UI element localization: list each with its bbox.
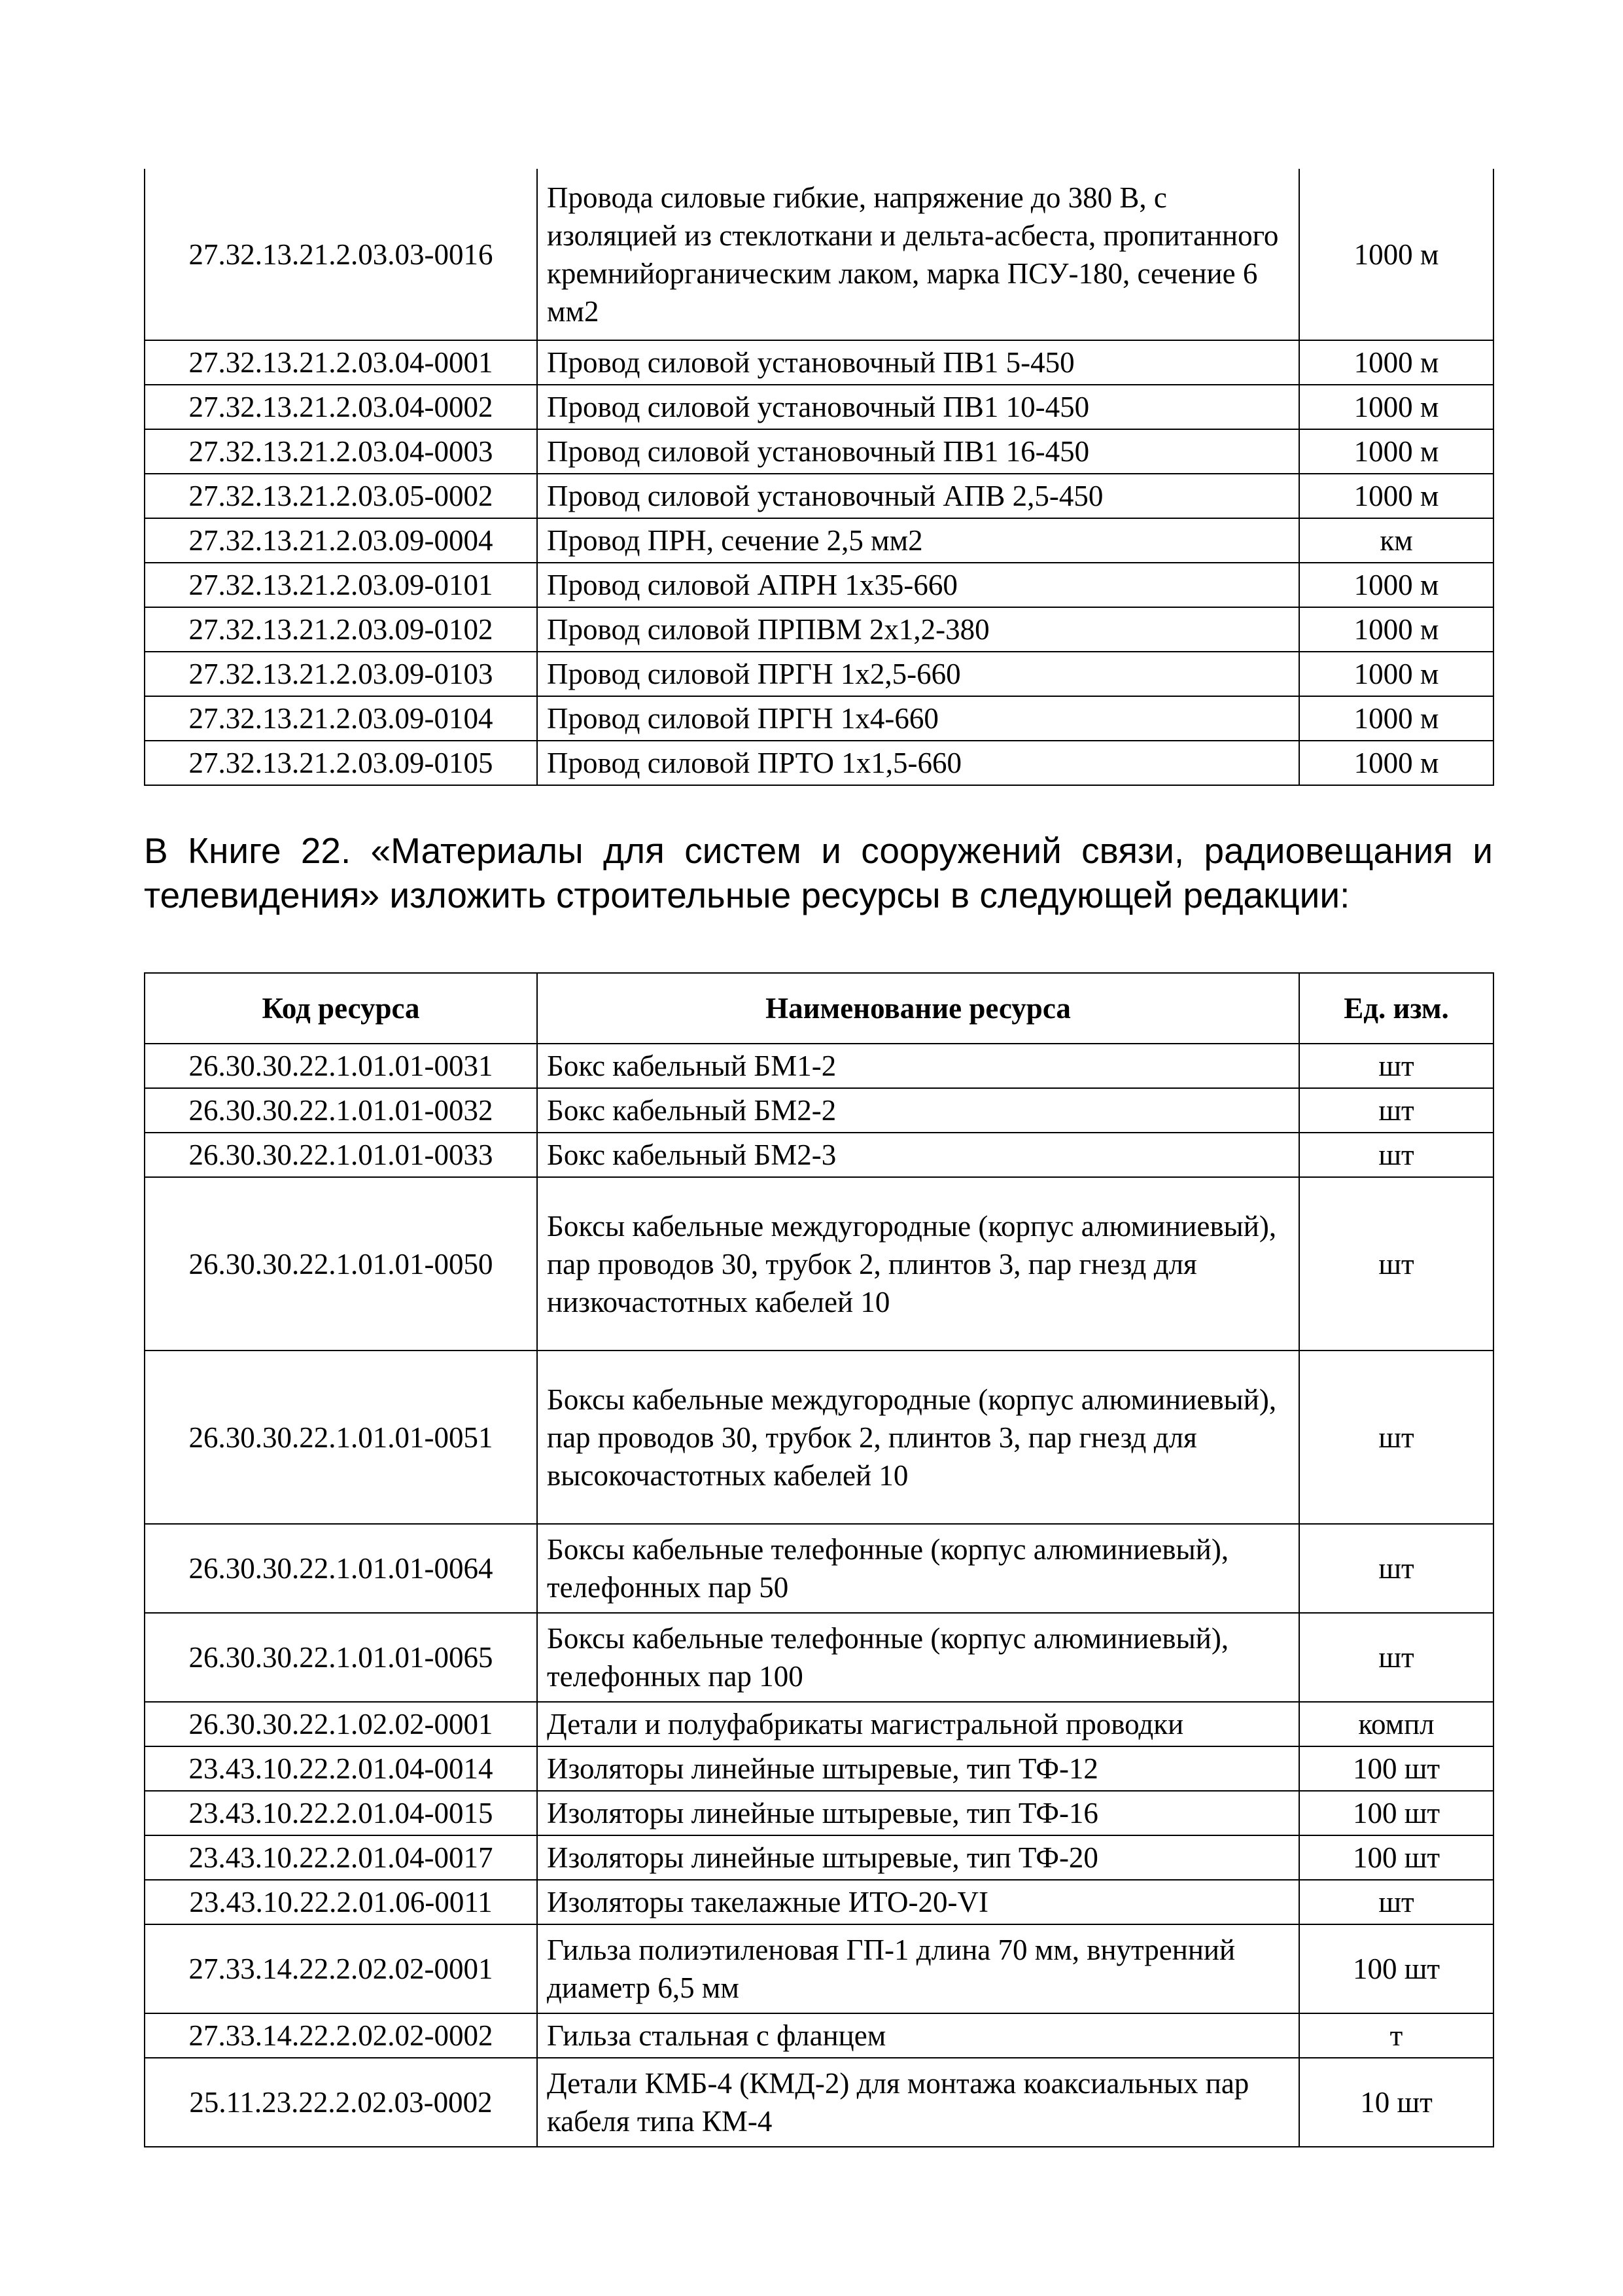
- resource-unit: 100 шт: [1299, 1746, 1493, 1791]
- resource-name: Детали КМБ-4 (КМД-2) для монтажа коаксиальных пар кабеля типа КМ-4: [537, 2058, 1299, 2147]
- resource-code: 26.30.30.22.1.01.01-0051: [145, 1351, 537, 1524]
- resource-name: Провод силовой установочный АПВ 2,5-450: [537, 474, 1299, 518]
- resource-name: Провод ПРН, сечение 2,5 мм2: [537, 518, 1299, 563]
- resource-unit: км: [1299, 518, 1493, 563]
- resource-unit: 1000 м: [1299, 741, 1493, 785]
- resource-unit: 1000 м: [1299, 385, 1493, 429]
- resource-unit: 100 шт: [1299, 1791, 1493, 1835]
- resource-name: Боксы кабельные телефонные (корпус алюминиевый), телефонных пар 100: [537, 1613, 1299, 1702]
- resource-unit: шт: [1299, 1613, 1493, 1702]
- resource-code: 27.33.14.22.2.02.02-0002: [145, 2013, 537, 2058]
- resource-name: Гильза стальная с фланцем: [537, 2013, 1299, 2058]
- table-row: [145, 1044, 1493, 1088]
- resource-name: Изоляторы такелажные ИТО-20-VI: [537, 1880, 1299, 1924]
- resource-unit: 10 шт: [1299, 2058, 1493, 2147]
- resource-code: 23.43.10.22.2.01.04-0017: [145, 1835, 537, 1880]
- resource-unit: шт: [1299, 1133, 1493, 1177]
- table-row: [145, 1791, 1493, 1835]
- resource-name: Изоляторы линейные штыревые, тип ТФ-16: [537, 1791, 1299, 1835]
- resource-unit: компл: [1299, 1702, 1493, 1746]
- resource-name: Провод силовой ПРГН 1х4-660: [537, 696, 1299, 741]
- resource-name: Провод силовой установочный ПВ1 10-450: [537, 385, 1299, 429]
- resource-unit: т: [1299, 2013, 1493, 2058]
- table-row: [145, 607, 1493, 652]
- resource-name: Гильза полиэтиленовая ГП-1 длина 70 мм, внутренний диаметр 6,5 мм: [537, 1924, 1299, 2013]
- table-row: [145, 1924, 1493, 2013]
- header-code: Код ресурса: [145, 973, 537, 1044]
- resource-code: 27.32.13.21.2.03.04-0002: [145, 385, 537, 429]
- header-unit: Ед. изм.: [1299, 973, 1493, 1044]
- table-row: [145, 1133, 1493, 1177]
- resource-unit: 1000 м: [1299, 169, 1493, 340]
- table-row: [145, 652, 1493, 696]
- table-row: [145, 741, 1493, 785]
- resource-name: Бокс кабельный БМ1-2: [537, 1044, 1299, 1088]
- resource-name: Бокс кабельный БМ2-3: [537, 1133, 1299, 1177]
- resource-code: 23.43.10.22.2.01.06-0011: [145, 1880, 537, 1924]
- resource-unit: шт: [1299, 1524, 1493, 1613]
- resource-code: 27.32.13.21.2.03.09-0101: [145, 563, 537, 607]
- resource-unit: шт: [1299, 1088, 1493, 1133]
- resource-unit: 1000 м: [1299, 340, 1493, 385]
- resource-code: 27.32.13.21.2.03.05-0002: [145, 474, 537, 518]
- table-row: [145, 1613, 1493, 1702]
- resource-code: 26.30.30.22.1.01.01-0032: [145, 1088, 537, 1133]
- resource-unit: шт: [1299, 1880, 1493, 1924]
- resource-code: 25.11.23.22.2.02.03-0002: [145, 2058, 537, 2147]
- resource-code: 27.32.13.21.2.03.09-0102: [145, 607, 537, 652]
- resource-name: Провод силовой АПРН 1х35-660: [537, 563, 1299, 607]
- resource-unit: 1000 м: [1299, 652, 1493, 696]
- resource-code: 27.32.13.21.2.03.04-0003: [145, 429, 537, 474]
- resources-table-book-22: [144, 972, 1494, 2147]
- table-row: [145, 563, 1493, 607]
- resource-code: 27.33.14.22.2.02.02-0001: [145, 1924, 537, 2013]
- table-row: [145, 1702, 1493, 1746]
- resource-unit: 1000 м: [1299, 607, 1493, 652]
- resource-name: Бокс кабельный БМ2-2: [537, 1088, 1299, 1133]
- resource-code: 26.30.30.22.1.01.01-0033: [145, 1133, 537, 1177]
- resource-name: Изоляторы линейные штыревые, тип ТФ-20: [537, 1835, 1299, 1880]
- table-row: [145, 169, 1493, 340]
- resource-unit: 1000 м: [1299, 429, 1493, 474]
- table-row: [145, 2058, 1493, 2147]
- resource-name: Провода силовые гибкие, напряжение до 380 В, с изоляцией из стеклоткани и дельта-асбеста, пропитанного кремнийорганическим лаком, марка ПСУ-180, сечение 6 мм2: [537, 169, 1299, 340]
- resource-code: 27.32.13.21.2.03.09-0103: [145, 652, 537, 696]
- table-row: [145, 1880, 1493, 1924]
- resource-name: Боксы кабельные междугородные (корпус алюминиевый), пар проводов 30, трубок 2, плинтов 3, пар гнезд для высокочастотных кабелей 10: [537, 1351, 1299, 1524]
- header-name: Наименование ресурса: [537, 973, 1299, 1044]
- table-row: [145, 1177, 1493, 1351]
- table-row: [145, 1088, 1493, 1133]
- resource-code: 27.32.13.21.2.03.09-0004: [145, 518, 537, 563]
- resource-code: 26.30.30.22.1.02.02-0001: [145, 1702, 537, 1746]
- resource-name: Провод силовой ПРПВМ 2х1,2-380: [537, 607, 1299, 652]
- resource-code: 26.30.30.22.1.01.01-0031: [145, 1044, 537, 1088]
- resource-code: 27.32.13.21.2.03.03-0016: [145, 169, 537, 340]
- resource-name: Изоляторы линейные штыревые, тип ТФ-12: [537, 1746, 1299, 1791]
- table-row: [145, 340, 1493, 385]
- table-row: [145, 2013, 1493, 2058]
- resource-unit: 1000 м: [1299, 563, 1493, 607]
- table-row: [145, 474, 1493, 518]
- resource-code: 27.32.13.21.2.03.09-0104: [145, 696, 537, 741]
- resource-unit: 1000 м: [1299, 696, 1493, 741]
- table-row: [145, 1746, 1493, 1791]
- resource-name: Провод силовой установочный ПВ1 5-450: [537, 340, 1299, 385]
- resource-unit: 100 шт: [1299, 1835, 1493, 1880]
- resource-unit: 100 шт: [1299, 1924, 1493, 2013]
- resource-name: Боксы кабельные телефонные (корпус алюминиевый), телефонных пар 50: [537, 1524, 1299, 1613]
- table-row: [145, 518, 1493, 563]
- resource-code: 26.30.30.22.1.01.01-0065: [145, 1613, 537, 1702]
- book-22-intro-paragraph: В Книге 22. «Материалы для систем и сооружений связи, радиовещания и телевидения» изложить строительные ресурсы в следующей редакции:: [144, 830, 1493, 915]
- resource-name: Детали и полуфабрикаты магистральной проводки: [537, 1702, 1299, 1746]
- resource-unit: шт: [1299, 1177, 1493, 1351]
- resource-name: Боксы кабельные междугородные (корпус алюминиевый), пар проводов 30, трубок 2, плинтов 3, пар гнезд для низкочастотных кабелей 10: [537, 1177, 1299, 1351]
- table-row: [145, 696, 1493, 741]
- resource-code: 27.32.13.21.2.03.09-0105: [145, 741, 537, 785]
- table-row: [145, 385, 1493, 429]
- resource-code: 27.32.13.21.2.03.04-0001: [145, 340, 537, 385]
- resource-code: 23.43.10.22.2.01.04-0014: [145, 1746, 537, 1791]
- resource-unit: шт: [1299, 1044, 1493, 1088]
- resource-unit: 1000 м: [1299, 474, 1493, 518]
- table-row: [145, 429, 1493, 474]
- table-row: [145, 1524, 1493, 1613]
- resource-code: 26.30.30.22.1.01.01-0064: [145, 1524, 537, 1613]
- resource-code: 23.43.10.22.2.01.04-0015: [145, 1791, 537, 1835]
- resource-unit: шт: [1299, 1351, 1493, 1524]
- resource-name: Провод силовой ПРГН 1х2,5-660: [537, 652, 1299, 696]
- table-row: [145, 1835, 1493, 1880]
- resource-name: Провод силовой ПРТО 1х1,5-660: [537, 741, 1299, 785]
- resources-table-continued: [144, 169, 1494, 786]
- table-header-row: [145, 973, 1493, 1044]
- resource-code: 26.30.30.22.1.01.01-0050: [145, 1177, 537, 1351]
- table-row: [145, 1351, 1493, 1524]
- resource-name: Провод силовой установочный ПВ1 16-450: [537, 429, 1299, 474]
